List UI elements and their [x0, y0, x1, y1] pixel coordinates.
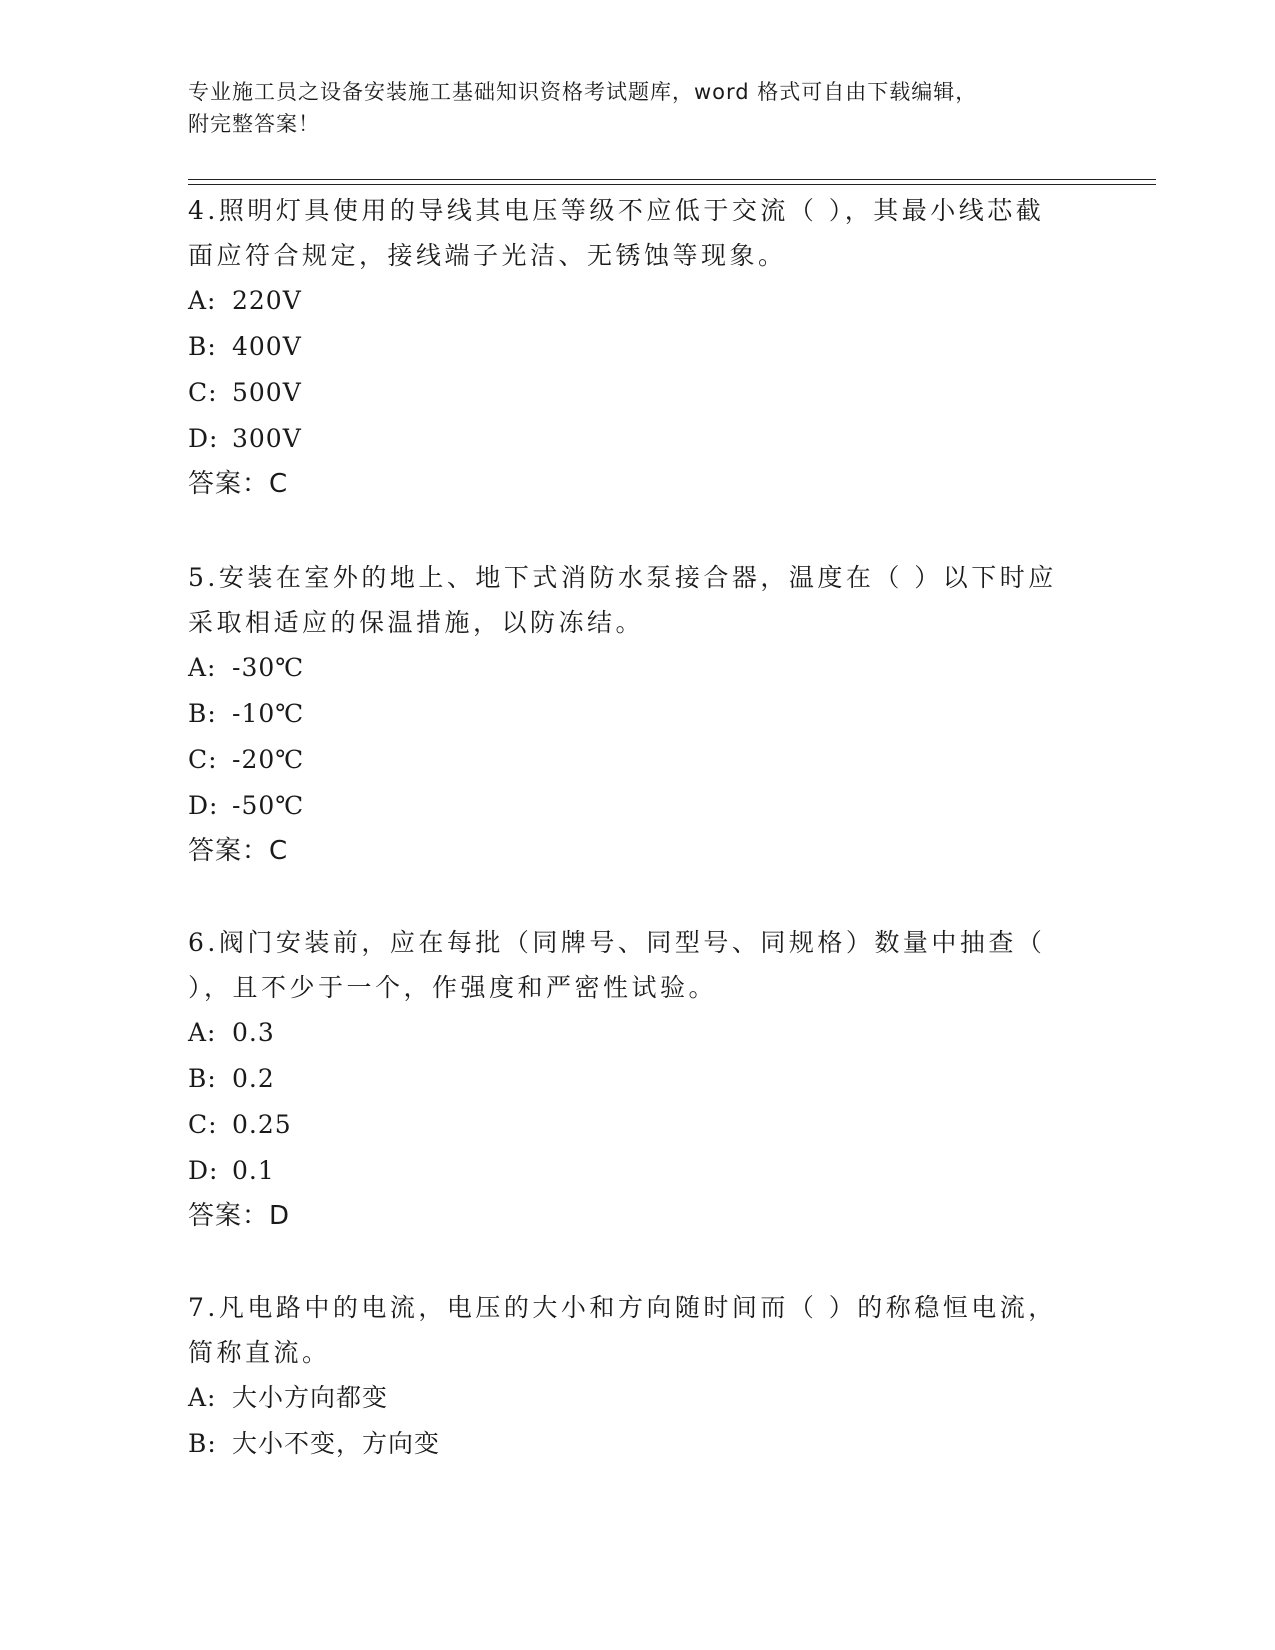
question-stem-line-1: 4.照明灯具使用的导线其电压等级不应低于交流（ ），其最小线芯截 [188, 196, 1045, 225]
option-label: A: [188, 653, 217, 682]
option-text: -20℃ [232, 745, 305, 774]
option-label: D: [188, 1156, 219, 1185]
option-label: C: [188, 378, 218, 407]
option-d [188, 783, 1088, 829]
header-line-1: 专业施工员之设备安装施工基础知识资格考试题库，word 格式可自由下载编辑， [188, 80, 978, 104]
option-label: B: [188, 332, 217, 361]
question-5 [188, 555, 1088, 873]
option-a [188, 278, 1088, 324]
document-header [188, 76, 1068, 140]
option-label: B: [188, 1429, 217, 1458]
option-text: 300V [232, 424, 302, 453]
option-label: D: [188, 424, 219, 453]
answer-line: 答案：C [188, 836, 289, 866]
option-text: 0.2 [232, 1064, 275, 1093]
question-stem-line-2: 简称直流。 [188, 1338, 331, 1367]
question-7 [188, 1285, 1088, 1467]
option-label: C: [188, 745, 218, 774]
option-d [188, 416, 1088, 462]
option-text: -10℃ [232, 699, 305, 728]
option-label: A: [188, 286, 217, 315]
option-c [188, 1102, 1088, 1148]
option-label: B: [188, 699, 217, 728]
option-b [188, 1421, 1088, 1467]
option-text: -50℃ [232, 791, 305, 820]
option-a [188, 645, 1088, 691]
option-text: 大小方向都变 [232, 1383, 389, 1412]
option-label: B: [188, 1064, 217, 1093]
option-text: 大小不变，方向变 [232, 1429, 441, 1458]
option-label: A: [188, 1018, 217, 1047]
header-line-2: 附完整答案！ [188, 112, 320, 136]
question-stem-line-1: 6.阀门安装前，应在每批（同牌号、同型号、同规格）数量中抽查（ [188, 928, 1046, 957]
question-4 [188, 188, 1088, 506]
option-b [188, 691, 1088, 737]
option-text: 220V [232, 286, 302, 315]
option-c [188, 370, 1088, 416]
question-stem-line-2: 面应符合规定，接线端子光洁、无锈蚀等现象。 [188, 241, 787, 270]
question-stem-line-2: 采取相适应的保温措施，以防冻结。 [188, 608, 645, 637]
option-a [188, 1375, 1088, 1421]
option-text: 0.25 [232, 1110, 292, 1139]
question-stem-line-2: ），且不少于一个，作强度和严密性试验。 [188, 973, 718, 1002]
answer-line: 答案：D [188, 1201, 291, 1231]
option-label: A: [188, 1383, 217, 1412]
question-stem-line-1: 7.凡电路中的电流，电压的大小和方向随时间而（ ）的称稳恒电流， [188, 1293, 1057, 1322]
header-divider-bottom [188, 184, 1156, 185]
question-6 [188, 920, 1088, 1238]
option-b [188, 324, 1088, 370]
option-text: 500V [232, 378, 302, 407]
option-a [188, 1010, 1088, 1056]
option-text: -30℃ [232, 653, 305, 682]
option-b [188, 1056, 1088, 1102]
option-text: 0.1 [232, 1156, 275, 1185]
option-text: 0.3 [232, 1018, 275, 1047]
option-c [188, 737, 1088, 783]
option-label: D: [188, 791, 219, 820]
question-stem-line-1: 5.安装在室外的地上、地下式消防水泵接合器，温度在（ ）以下时应 [188, 563, 1057, 592]
option-d [188, 1148, 1088, 1194]
option-text: 400V [232, 332, 302, 361]
answer-line: 答案：C [188, 469, 289, 499]
header-divider-top [188, 179, 1156, 180]
option-label: C: [188, 1110, 218, 1139]
